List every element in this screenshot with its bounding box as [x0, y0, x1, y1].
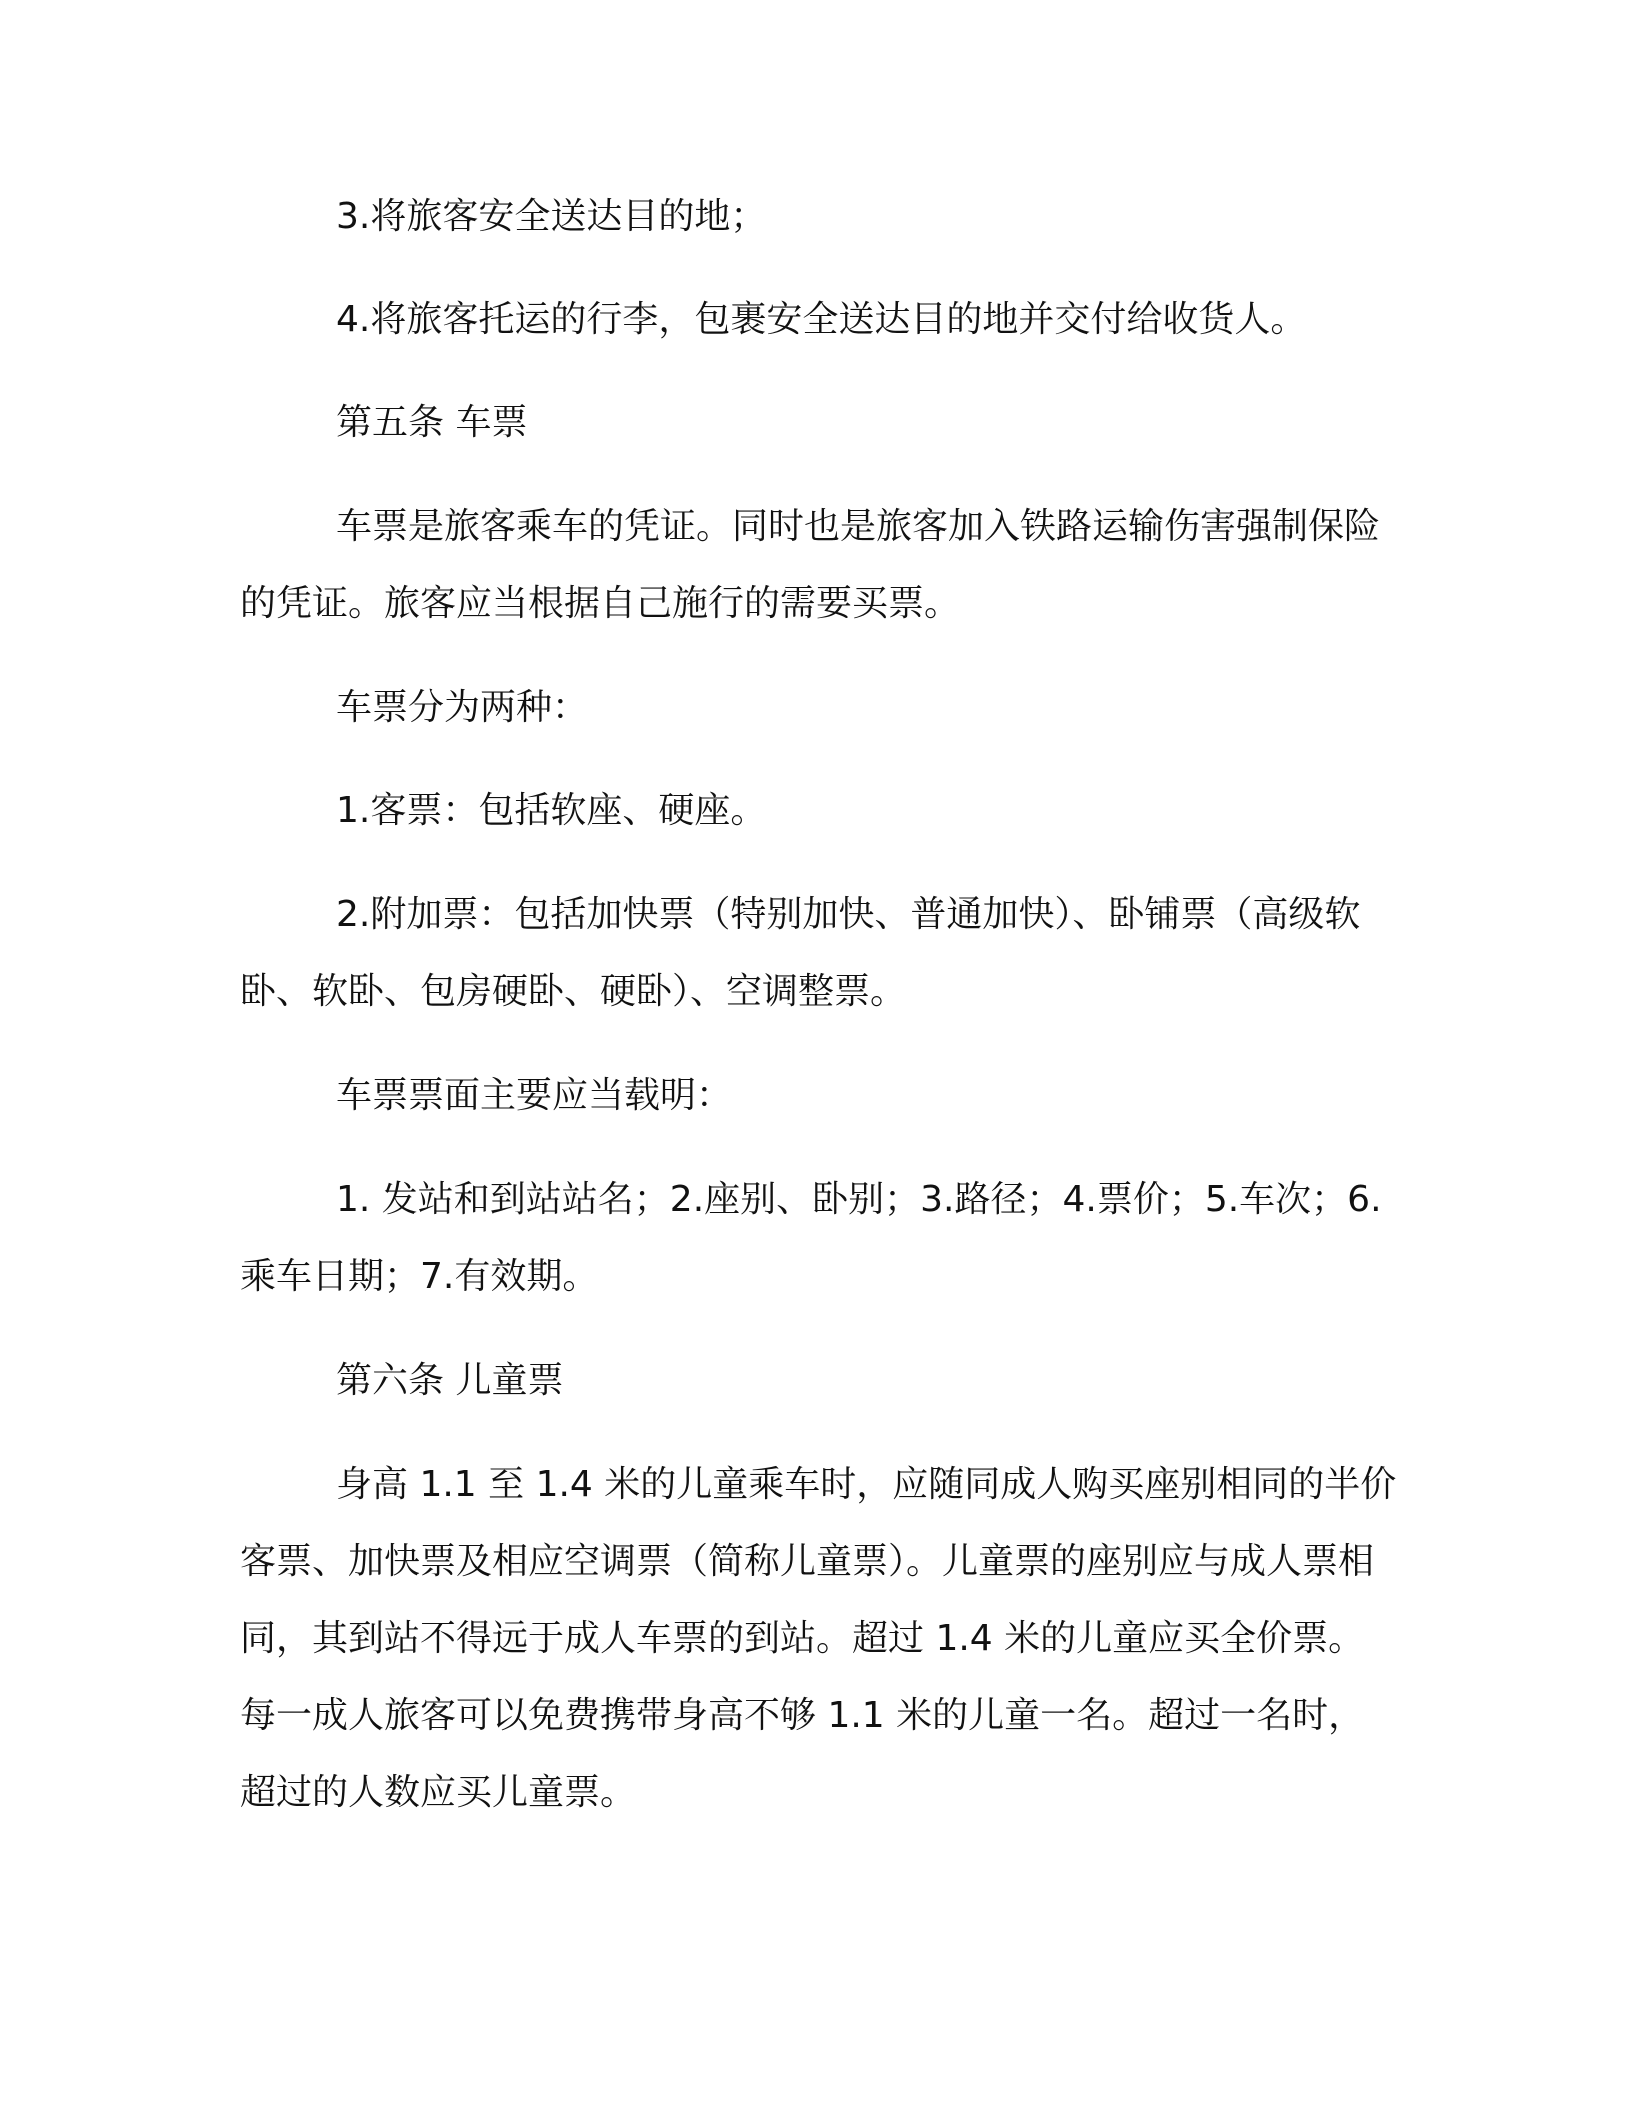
- section-heading-5: 第五条 车票: [336, 402, 528, 443]
- paragraph-item-3: 3.将旅客安全送达目的地；: [336, 196, 767, 237]
- paragraph-ticket-definition: 车票是旅客乘车的凭证。同时也是旅客加入铁路运输伤害强制保险的凭证。旅客应当根据自己施行的需要买票。: [240, 506, 1381, 624]
- paragraph-ticket-type-2: 2.附加票：包括加快票（特别加快、普通加快）、卧铺票（高级软卧、软卧、包房硬卧、硬卧）、空调整票。: [240, 894, 1361, 1012]
- paragraph-child-ticket: 身高 1.1 至 1.4 米的儿童乘车时，应随同成人购买座别相同的半价客票、加快票及相应空调票（简称儿童票）。儿童票的座别应与成人票相同，其到站不得远于成人车票的到站。超过 1.4 米的儿童应买全价票。每一成人旅客可以免费携带身高不够 1.1 米的儿童一名。超过一名时，超过的人数应买儿童票。: [240, 1464, 1397, 1813]
- paragraph-ticket-types: 车票分为两种：: [336, 687, 589, 728]
- paragraph-item-4: 4.将旅客托运的行李，包裹安全送达目的地并交付给收货人。: [336, 299, 1307, 340]
- section-heading-6: 第六条 儿童票: [336, 1360, 564, 1401]
- paragraph-ticket-fields: 1. 发站和到站站名；2.座别、卧别；3.路径；4.票价；5.车次；6.乘车日期；7.有效期。: [240, 1179, 1382, 1297]
- paragraph-ticket-type-1: 1.客票：包括软座、硬座。: [336, 790, 767, 831]
- paragraph-ticket-contents: 车票票面主要应当载明：: [336, 1075, 733, 1116]
